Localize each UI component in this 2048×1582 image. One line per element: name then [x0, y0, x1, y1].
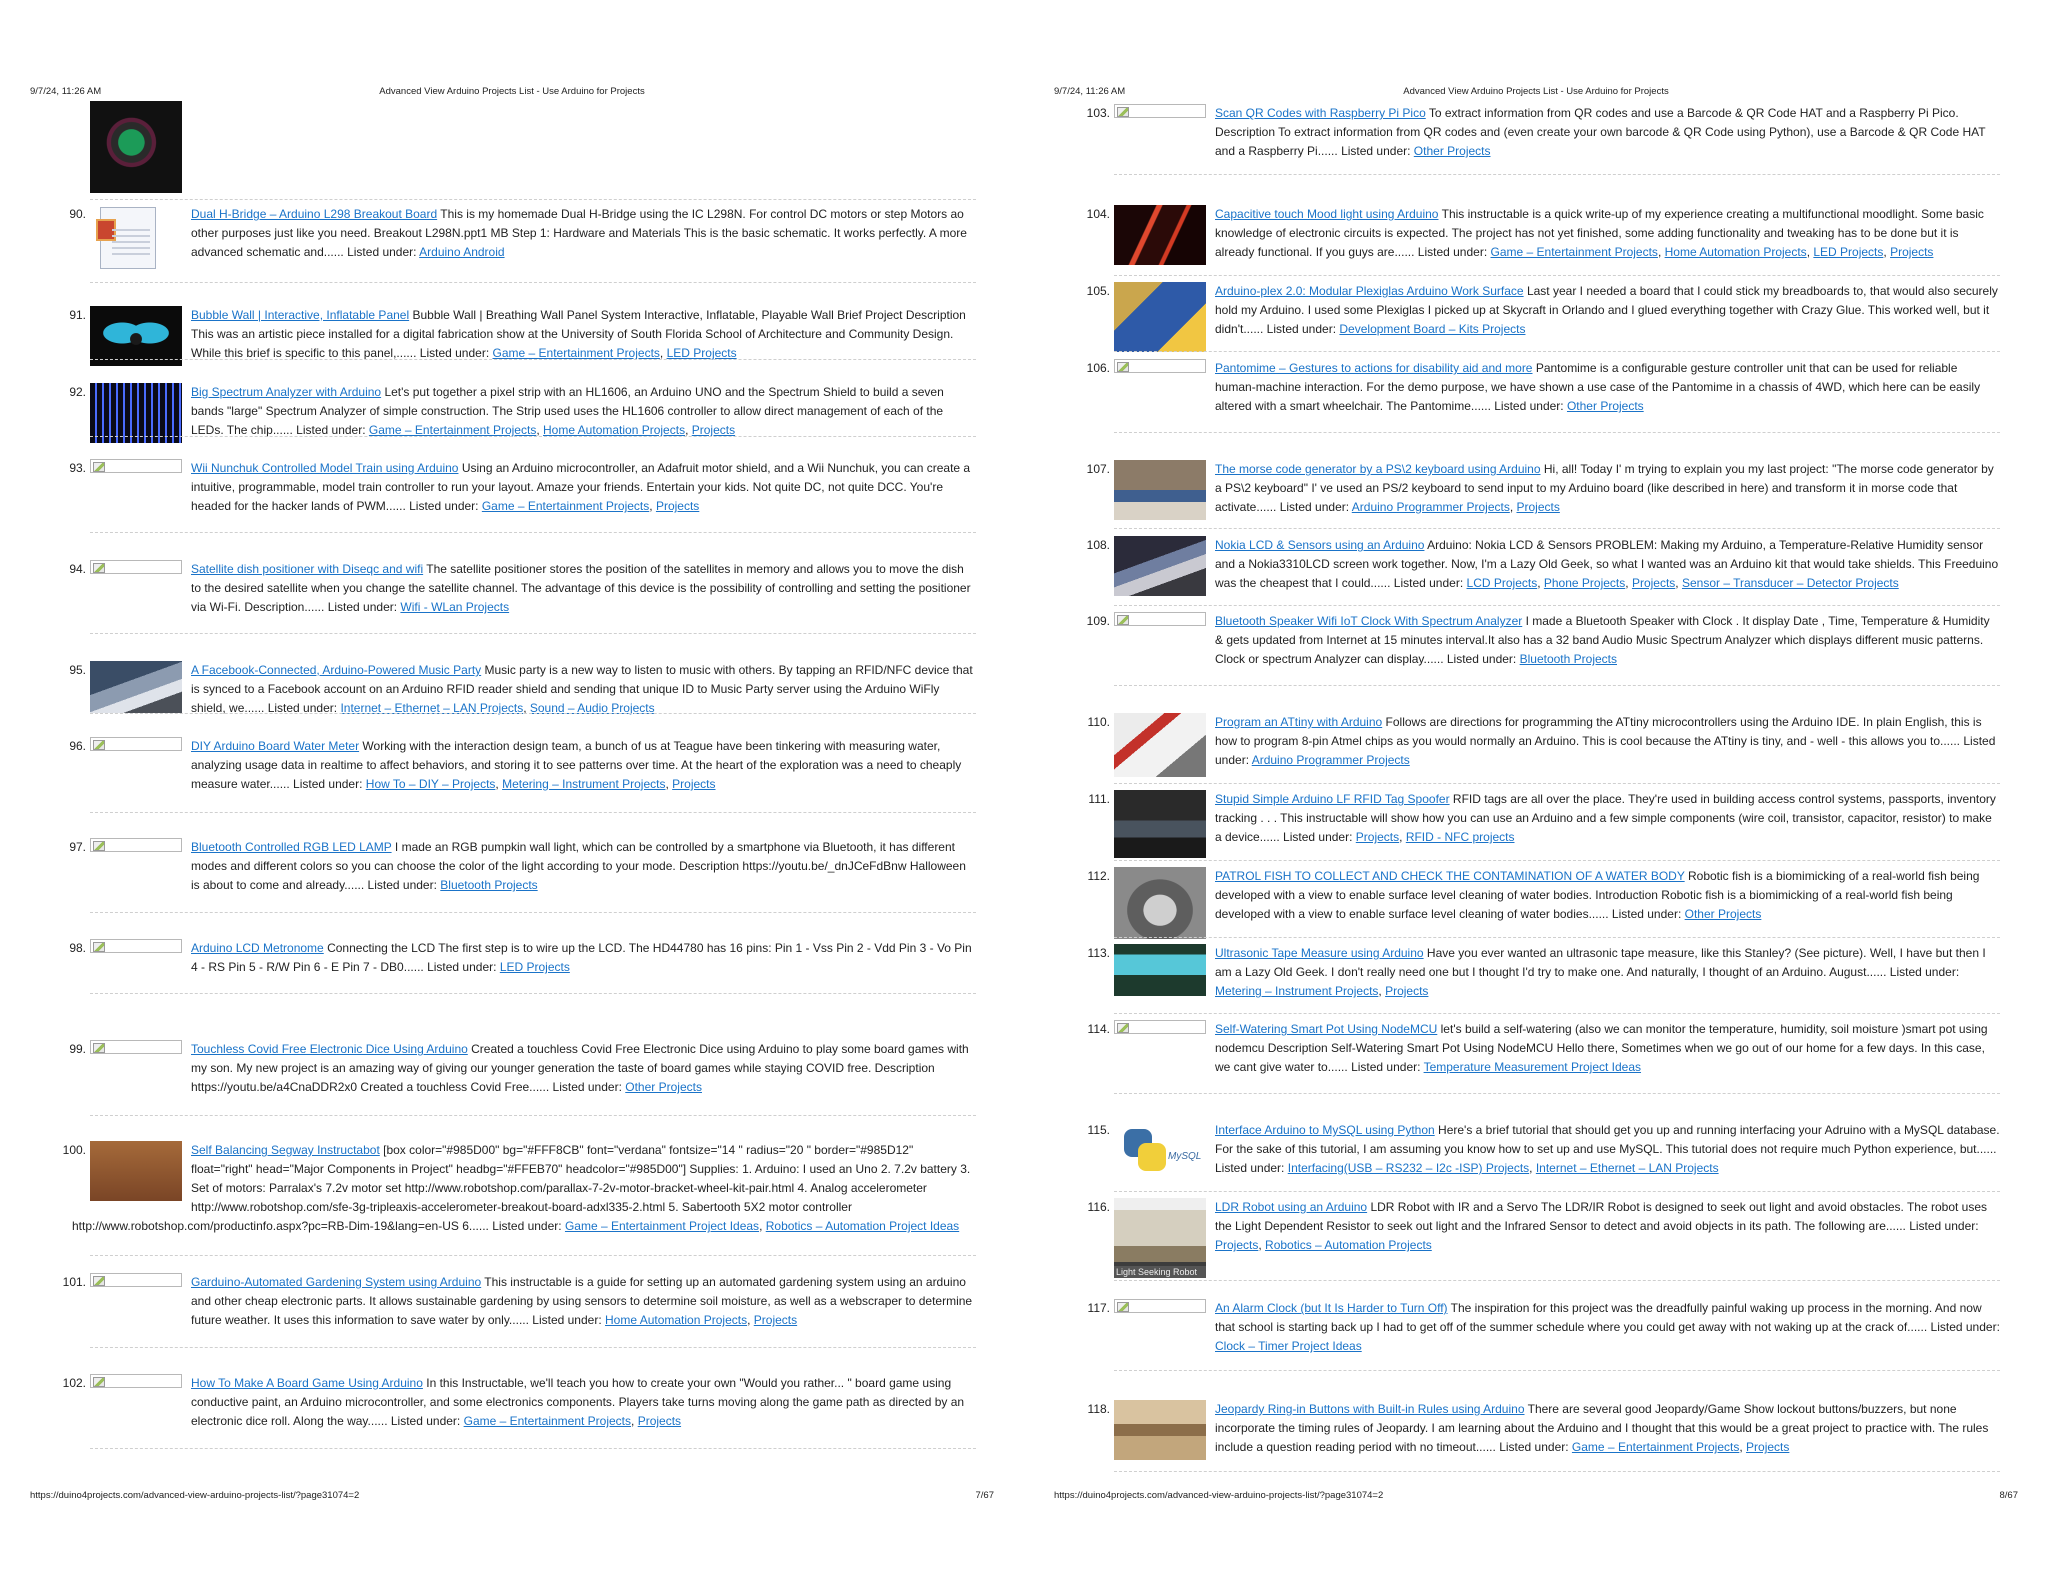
category-link[interactable]: Development Board – Kits Projects [1339, 322, 1526, 336]
category-link[interactable]: Game – Entertainment Project Ideas [564, 1219, 760, 1233]
project-thumbnail[interactable] [90, 205, 182, 289]
entry-text: Wii Nunchuk Controlled Model Train using Arduino Using an Arduino microcontroller, an Adafruit motor shield, and a Wii Nunchuk, you can create a intuitive, programmable, model train controller to run your layout. Amaze your friends. Entertain your kids. Not quite DC, not quite DCC. You're headed for the hacker lands of PWM...... Listed under: Game – Entertainment Projects, Projects [191, 461, 971, 513]
separator [1114, 1471, 2000, 1472]
project-description: Pantomime is a configurable gesture controller unit that can be used for reliable human-machine interaction. For the demo purpose, we have shown a use case of the Pantomime in a chassis of 4WD, which here can be easily altered with a smart wheelchair. The Pantomime...... [1215, 361, 1981, 413]
entry-number: 106. [1086, 361, 1110, 375]
project-description: I made an RGB pumpkin wall light, which can be controlled by a smartphone via Bluetooth, it has different modes and different colors so you can choose the color of the light according to your mode. Description https://youtu.be/_dnJCeFdBnw Halloween is about to come and already...... [191, 840, 966, 892]
project-thumbnail[interactable] [1114, 1198, 1206, 1278]
entry-number: 111. [1088, 792, 1110, 806]
project-description: I made a Bluetooth Speaker with Clock . It display Date , Time, Temperature & Humidity & gets updated from Internet at 15 minutes interval.It also has a 32 band Audio Music Spectrum Analyzer which displays different music patterns. Clock or spectrum Analyzer can display...... [1215, 614, 1990, 666]
project-thumbnail[interactable] [1114, 1400, 1206, 1460]
entry-number: 114. [1087, 1022, 1110, 1036]
page-number: 8/67 [1999, 1490, 2018, 1501]
separator [1114, 1191, 2000, 1192]
print-date: 9/7/24, 11:26 AM [1054, 86, 1126, 97]
entry-text: Ultrasonic Tape Measure using Arduino Have you ever wanted an ultrasonic tape measure, like this Stanley? (See picture). Well, I have but then I am a Lazy Old Geek. I don't really need one but I thought I'd try to make one. And naturally, I thought of an Arduino. August...... Listed under: Metering – Instrument Projects, Projects [1215, 946, 1986, 998]
project-title-link[interactable]: Ultrasonic Tape Measure using Arduino [1215, 946, 1424, 960]
entry-text [191, 838, 976, 895]
print-url: https://duino4projects.com/advanced-view-arduino-projects-list/?page31074=2 [1054, 1490, 1384, 1501]
separator [90, 1115, 976, 1116]
separator [90, 1347, 976, 1348]
entry-text [1215, 867, 2000, 924]
category-link[interactable]: Projects [672, 777, 716, 791]
listed-under-label: Listed under: [1499, 1440, 1569, 1454]
broken-image-icon[interactable] [90, 939, 182, 953]
entry-number: 98. [69, 941, 86, 955]
project-title-link[interactable]: Touchless Covid Free Electronic Dice Using Arduino [191, 1042, 468, 1056]
listed-under-label: Listed under: [409, 499, 479, 513]
project-description: The satellite positioner stores the position of the satellites in memory and allows you to move the dish to the desired satellite when you change the satellite channel. The advantage of this device is the possibility of controlling and setting the positioner via Wi-Fi. Description...... [191, 562, 971, 614]
entry-text: A Facebook-Connected, Arduino-Powered Music Party Music party is a new way to listen to music with others. By tapping an RFID/NFC device that is synced to a Facebook account on an Arduino RFID reader shield and sending that unique ID to Music Party server using the Arduino WiFly shield, we...... Listed under: Internet – Ethernet – LAN Projects, Sound – Audio Projects [191, 663, 973, 715]
project-title-link[interactable]: A Facebook-Connected, Arduino-Powered Music Party [191, 663, 482, 677]
category-link[interactable]: Game – Entertainment Projects [463, 1414, 632, 1428]
project-description: This instructable is a guide for setting up an automated gardening system using an arduino and other cheap electronic parts. It allows sustainable gardening by using sensors to determine soil moisture, as well as a webscraper to determine future weather. It uses this information to save water by only...... [191, 1275, 973, 1327]
project-thumbnail[interactable] [1114, 790, 1206, 858]
entry-text: Interface Arduino to MySQL using Python Here's a brief tutorial that should get you up and running interfacing your Adruino with a MySQL database. For the sake of this tutorial, I am assuming you know how to set up and use MySQL. This tutorial does not require much Python experience, but...... Listed under: Interfacing(USB – RS232 – I2c -ISP) Projects, Internet – Ethernet – LAN Projects [1215, 1123, 2000, 1175]
project-description: Let's put together a pixel strip with an HL1606, an Arduino UNO and the Spectrum Shield to build a seven bands "large" Spectrum Analyzer of simple construction. The Strip used uses the HL1606 controller to allow direct management of each of the LEDs. The chip...... [191, 385, 944, 437]
entry-number: 117. [1087, 1301, 1110, 1315]
entry-number: 116. [1087, 1200, 1110, 1214]
category-link[interactable]: Projects [655, 499, 700, 513]
category-link[interactable]: Bluetooth Projects [1519, 652, 1617, 666]
broken-image-icon[interactable] [90, 560, 182, 574]
entry-text: LDR Robot using an Arduino LDR Robot with IR and a Servo The LDR/IR Robot is designed to seek out light and avoid obstacles. The robot uses the Light Dependent Resistor to seek out light and the Infrared Sensor to detect and avoid objects in its path. The following are...... Listed under: Projects, Robotics – Automation Projects [1215, 1200, 1988, 1252]
entry-text [1215, 104, 2000, 161]
separator [90, 633, 976, 634]
entry-text [1215, 713, 2000, 770]
category-link[interactable]: Wifi - WLan Projects [400, 600, 510, 614]
print-date: 9/7/24, 11:26 AM [30, 86, 102, 97]
category-link[interactable]: Other Projects [1566, 399, 1644, 413]
category-link[interactable]: Metering – Instrument Projects [1215, 984, 1379, 998]
entry-text: Bubble Wall | Interactive, Inflatable Panel Bubble Wall | Breathing Wall Panel System Interactive, Inflatable, Playable Wall Brief Project Description This was an artistic piece installed for a digital fabrication show at the University of South Florida School of Architecture and Community Design. While this brief is specific to this panel,...... Listed under: Game – Entertainment Projects, LED Projects [191, 308, 966, 360]
entry-number: 90. [69, 207, 86, 221]
category-link[interactable]: Other Projects [625, 1080, 702, 1094]
listed-under-label: Listed under: [1930, 1320, 2000, 1334]
broken-image-icon[interactable] [1114, 359, 1206, 373]
project-description: Last year I needed a board that I could stick my breadboards to, that would also securely hold my Arduino. I used some Plexiglas I picked up at Skycraft in Orlando and I glued everything together with Crazy Glue. This worked well, but it didn't...... [1215, 284, 1998, 336]
project-thumbnail[interactable] [1114, 460, 1206, 520]
category-link[interactable]: RFID - NFC projects [1405, 830, 1515, 844]
category-link[interactable]: Projects [1385, 984, 1429, 998]
category-link[interactable]: Home Automation Projects [543, 423, 686, 437]
project-title-link[interactable]: Self-Watering Smart Pot Using NodeMCU [1215, 1022, 1438, 1036]
listed-under-label: Listed under: [296, 423, 366, 437]
project-thumbnail[interactable] [90, 383, 182, 443]
listed-under-label: Listed under: [1215, 1161, 1285, 1175]
entry-text: How To Make A Board Game Using Arduino In this Instructable, we'll teach you how to create your own "Would you rather... " board game using conductive paint, an Arduino microcontroller, and some electronics components. Players take turns moving along the game path as directed by an electronic dice roll. Along the way...... Listed under: Game – Entertainment Projects, Projects [191, 1376, 965, 1428]
listed-under-label: Listed under: [1446, 652, 1517, 666]
project-title-link[interactable]: Garduino-Automated Gardening System using Arduino [191, 1275, 482, 1289]
broken-image-icon[interactable] [90, 1374, 182, 1388]
separator [1114, 605, 2000, 606]
separator [90, 282, 976, 283]
category-link[interactable]: Projects [1746, 1440, 1790, 1454]
entry-number: 100. [62, 1143, 86, 1157]
separator [1114, 860, 2000, 861]
separator [1114, 528, 2000, 529]
project-thumbnail[interactable] [1114, 536, 1206, 596]
category-link[interactable]: Game – Entertainment Projects [481, 499, 650, 513]
project-title-link[interactable]: Jeopardy Ring-in Buttons with Built-in Rules using Arduino [1215, 1402, 1525, 1416]
category-link[interactable]: Projects [1890, 245, 1934, 259]
separator [90, 532, 976, 533]
entry-text: Nokia LCD & Sensors using an Arduino Arduino: Nokia LCD & Sensors PROBLEM: Making my Arduino, a Temperature-Relative Humidity sensor and a Nokia3310LCD screen work together. Now, I'm a Lazy Old Geek, so what I wanted was an Arduino kit that would take shields. This Freeduino was the cheapest that I could...... Listed under: LCD Projects, Phone Projects, Projects, Sensor – Transducer – Detector Projects [1215, 538, 1999, 590]
project-description: RFID tags are all over the place. They're used in building access control systems, passports, inventory tracking . . . This instructable will show how you can use an Arduino and a few simple components (wire coil, transistor, capacitor, resistor) to make a device...... [1215, 792, 1996, 844]
entry-number: 108. [1086, 538, 1110, 552]
listed-under-label: Listed under: [1494, 399, 1564, 413]
page-number: 7/67 [975, 1490, 994, 1501]
separator [1114, 1370, 2000, 1371]
category-link[interactable]: Game – Entertainment Projects [368, 423, 537, 437]
category-link[interactable]: Game – Entertainment Projects [492, 346, 660, 360]
broken-image-icon[interactable] [90, 1040, 182, 1054]
entry-number: 103. [1086, 106, 1110, 120]
category-link[interactable]: LED Projects [666, 346, 737, 360]
category-link[interactable]: Projects [1516, 500, 1560, 514]
project-title-link[interactable]: DIY Arduino Board Water Meter [191, 739, 360, 753]
category-link[interactable]: Projects [691, 423, 736, 437]
category-link[interactable]: Interfacing(USB – RS232 – I2c -ISP) Projects [1287, 1161, 1530, 1175]
category-link[interactable]: Internet – Ethernet – LAN Projects [340, 701, 524, 715]
listed-under-label: Listed under: [1341, 144, 1411, 158]
category-link[interactable]: Temperature Measurement Project Ideas [1423, 1060, 1642, 1074]
listed-under-label: Listed under: [1611, 907, 1682, 921]
separator [1114, 275, 2000, 276]
separator [1114, 1013, 2000, 1014]
project-title-link[interactable]: Satellite dish positioner with Diseqc and wifi [191, 562, 424, 576]
entry-number: 104. [1086, 207, 1110, 221]
category-link[interactable]: Arduino Programmer Projects [1251, 753, 1410, 767]
broken-image-icon[interactable] [90, 838, 182, 852]
print-title: Advanced View Arduino Projects List - Use Arduino for Projects [379, 86, 645, 97]
project-title-link[interactable]: Arduino LCD Metronome [191, 941, 324, 955]
project-description: Follows are directions for programming the ATtiny microcontrollers using the Arduino IDE. In plain English, this is how to program 8-pin Atmel chips as you would normally an Arduino. This is cool because the ATtiny is tiny, and - well - this allows you to...... [1215, 715, 1982, 748]
project-thumbnail[interactable] [1114, 205, 1206, 265]
entry-text: Jeopardy Ring-in Buttons with Built-in Rules using Arduino There are several good Jeopardy/Game Show lockout buttons/buzzers, but none incorporate the timing rules of Jeopardy. I am learning about the Arduino and I thought that this would be a great project to practice with. The rules include a question reading period with no timeout...... Listed under: Game – Entertainment Projects, Projects [1215, 1402, 1989, 1454]
separator [90, 912, 976, 913]
project-thumbnail[interactable]: MySQL [1114, 1121, 1206, 1171]
listed-under-label: Listed under: [532, 1313, 602, 1327]
project-title-link[interactable]: Dual H-Bridge – Arduino L298 Breakout Board [191, 207, 438, 221]
listed-under-label: Listed under: [1393, 576, 1464, 590]
entry-number: 115. [1087, 1123, 1110, 1137]
category-link[interactable]: How To – DIY – Projects [365, 777, 496, 791]
category-link[interactable]: Projects [1631, 576, 1676, 590]
project-title-link[interactable]: Arduino-plex 2.0: Modular Plexiglas Arduino Work Surface [1215, 284, 1524, 298]
project-title-link[interactable]: Nokia LCD & Sensors using an Arduino [1215, 538, 1425, 552]
broken-image-icon[interactable] [1114, 104, 1206, 118]
separator [90, 199, 976, 200]
project-title-link[interactable]: PATROL FISH TO COLLECT AND CHECK THE CONTAMINATION OF A WATER BODY [1215, 869, 1685, 883]
category-link[interactable]: Other Projects [1413, 144, 1491, 158]
project-description: Here's a brief tutorial that should get you up and running interfacing your Adruino with a MySQL database. For the sake of this tutorial, I am assuming you know how to set up and use MySQL. This tutorial does not require much Python experience, but...... [1215, 1123, 2000, 1156]
project-thumbnail[interactable] [1114, 713, 1206, 777]
listed-under-label: Listed under: [327, 600, 398, 614]
listed-under-label: Listed under: [293, 777, 363, 791]
entry-number: 97. [69, 840, 86, 854]
project-description: Hi, all! Today I' m trying to explain you my last project: "The morse code generator by a PS\2 keyboard" I' ve used an PS/2 keyboard to send input to my Arduino board (like described in here) and transform it in morse code that activate...... [1215, 462, 1994, 514]
entry-number: 109. [1086, 614, 1110, 628]
project-title-link[interactable]: Capacitive touch Mood light using Arduino [1215, 207, 1439, 221]
broken-image-icon[interactable] [1114, 1299, 1206, 1313]
separator [90, 1255, 976, 1256]
project-title-link[interactable]: Bubble Wall | Interactive, Inflatable Panel [191, 308, 410, 322]
entry-number: 95. [69, 663, 86, 677]
project-title-link[interactable]: An Alarm Clock (but It Is Harder to Turn Off) [1215, 1301, 1448, 1315]
entry-text: Capacitive touch Mood light using Arduino This instructable is a quick write-up of my experience creating a multifunctional moodlight. Some basic knowledge of electronic circuits is expected. The project has not yet finished, some adding functionality and tweaking has to be done but it is already functional. If you guys are...... Listed under: Game – Entertainment Projects, Home Automation Projects, LED Projects, Projects [1215, 207, 1984, 259]
entry-text [191, 939, 976, 977]
category-link[interactable]: LED Projects [499, 960, 570, 974]
broken-image-icon[interactable] [90, 1273, 182, 1287]
category-link[interactable]: Projects [1355, 830, 1400, 844]
broken-image-icon[interactable] [1114, 612, 1206, 626]
category-link[interactable]: Metering – Instrument Projects [502, 777, 666, 791]
listed-under-label: Listed under: [492, 1219, 562, 1233]
listed-under-label: Listed under: [267, 701, 338, 715]
category-link[interactable]: Arduino Programmer Projects [1351, 500, 1510, 514]
category-link[interactable]: Projects [1215, 1238, 1259, 1252]
entry-number: 118. [1087, 1402, 1110, 1416]
project-title-link[interactable]: Self Balancing Segway Instructabot [191, 1143, 380, 1157]
broken-image-icon[interactable] [1114, 1020, 1206, 1034]
category-link[interactable]: LED Projects [1813, 245, 1884, 259]
project-description: In this Instructable, we'll teach you how to create your own "Would you rather... " board game using conductive paint, an Arduino microcontroller, and some electronics components. Players take turns moving along the game path as directed by an electronic dice roll. Along the way...... [191, 1376, 965, 1428]
separator [90, 436, 976, 437]
project-title-link[interactable]: Scan QR Codes with Raspberry Pi Pico [1215, 106, 1426, 120]
category-link[interactable]: Clock – Timer Project Ideas [1215, 1339, 1362, 1353]
listed-under-label: Listed under: [1279, 500, 1350, 514]
project-description: To extract information from QR codes and use a Barcode & QR Code HAT and a Raspberry Pi Pico. Description To extract information from QR codes and (even create your own barcode & QR Code using Python), use a Barcode & QR Code HAT and a Raspberry Pi...... [1215, 106, 1986, 158]
separator [1114, 351, 2000, 352]
project-title-link[interactable]: Program an ATtiny with Arduino [1215, 715, 1383, 729]
project-description: There are several good Jeopardy/Game Show lockout buttons/buzzers, but none incorporate the timing rules of Jeopardy. I am learning about the Arduino and I thought that this would be a great project to practice with. The rules include a question reading period with no timeout...... [1215, 1402, 1989, 1454]
entry-text: Garduino-Automated Gardening System using Arduino This instructable is a guide for setting up an automated gardening system using an arduino and other cheap electronic parts. It allows sustainable gardening by using sensors to determine soil moisture, as well as a webscraper to determine future weather. It uses this information to save water by only...... Listed under: Home Automation Projects, Projects [191, 1275, 973, 1327]
project-description: Connecting the LCD The first step is to wire up the LCD. The HD44780 has 16 pins: Pin 1 - Vss Pin 2 - Vdd Pin 3 - Vo Pin 4 - RS Pin 5 - R/W Pin 6 - E Pin 7 - DB0...... [191, 941, 972, 974]
print-title: Advanced View Arduino Projects List - Use Arduino for Projects [1403, 86, 1669, 97]
project-title-link[interactable]: LDR Robot using an Arduino [1215, 1200, 1368, 1214]
entry-number: 91. [69, 308, 86, 322]
separator [1114, 783, 2000, 784]
project-description: Working with the interaction design team, a bunch of us at Teague have been tinkering with measuring water, analyzing usage data in realtime to affect behaviors, and storing it to see patterns over time. At the heart of the exploration was a need to cheaply measure water...... [191, 739, 962, 791]
entry-number: 112. [1087, 869, 1110, 883]
category-link[interactable]: Game – Entertainment Projects [1490, 245, 1658, 259]
entry-text: The morse code generator by a PS\2 keyboard using Arduino Hi, all! Today I' m trying to explain you my last project: "The morse code generator by a PS\2 keyboard" I' ve used an PS/2 keyboard to send input to my Arduino board (like described in here) and transform it in morse code that activate...... Listed under: Arduino Programmer Projects, Projects [1215, 462, 1994, 514]
entry-text [1215, 1020, 2000, 1077]
project-thumbnail[interactable] [90, 661, 182, 713]
broken-image-icon[interactable] [90, 459, 182, 473]
separator [1114, 174, 2000, 175]
category-link[interactable]: Game – Entertainment Projects [1571, 1440, 1740, 1454]
project-description: Bubble Wall | Breathing Wall Panel System Interactive, Inflatable, Playable Wall Brief Project Description This was an artistic piece installed for a digital fabrication show at the University of South Florida School of Architecture and Community Design. While this brief is specific to this panel,...... [191, 308, 966, 360]
entry-text: Stupid Simple Arduino LF RFID Tag Spoofer RFID tags are all over the place. They're used in building access control systems, passports, inventory tracking . . . This instructable will show how you can use an Arduino and a few simple components (wire coil, transistor, capacitor, resistor) to make a device...... Listed under: Projects, RFID - NFC projects [1215, 792, 1996, 844]
category-link[interactable]: Other Projects [1684, 907, 1762, 921]
entry-text [191, 1040, 976, 1097]
separator [1114, 1093, 2000, 1094]
wrap-shape [72, 1141, 191, 1217]
broken-image-icon[interactable] [90, 737, 182, 751]
pdf-page-right [1024, 0, 2048, 1582]
category-link[interactable]: Internet – Ethernet – LAN Projects [1535, 1161, 1719, 1175]
category-link[interactable]: LCD Projects [1466, 576, 1538, 590]
project-title-link[interactable]: How To Make A Board Game Using Arduino [191, 1376, 423, 1390]
listed-under-label: Listed under: [1351, 1060, 1421, 1074]
separator [90, 713, 976, 714]
category-link[interactable]: Bluetooth Projects [440, 878, 538, 892]
listed-under-label: Listed under: [1215, 734, 1996, 767]
project-title-link[interactable]: Bluetooth Speaker Wifi IoT Clock With Spectrum Analyzer [1215, 614, 1523, 628]
entry-text [1215, 1299, 2000, 1356]
project-description: Robotic fish is a biomimicking of a real-world fish being developed with a view to enable surface level cleaning of water bodies. Introduction Robotic fish is a biomimicking of a real-world fish being developed with a view to enable surface level cleaning of water bodies...... [1215, 869, 1980, 921]
listed-under-label: Listed under: [1909, 1219, 1979, 1233]
entry-number: 102. [62, 1376, 86, 1390]
project-title-link[interactable]: Big Spectrum Analyzer with Arduino [191, 385, 382, 399]
project-description: Using an Arduino microcontroller, an Adafruit motor shield, and a Wii Nunchuk, you can create a intuitive, programmable, model train controller to run your layout. Amaze your friends. Entertain your kids. Not quite DC, not quite DCC. You're headed for the hacker lands of PWM...... [191, 461, 971, 513]
entry-number: 96. [69, 739, 86, 753]
project-description: Music party is a new way to listen to music with others. By tapping an RFID/NFC device that is synced to a Facebook account on an Arduino RFID reader shield and sending that unique ID to Music Party server using the Arduino WiFly shield, we...... [191, 663, 973, 715]
category-link[interactable]: Projects [637, 1414, 682, 1428]
project-description: This instructable is a quick write-up of my experience creating a multifunctional moodlight. Some basic knowledge of electronic circuits is expected. The project has not yet finished, some adding functionality and tweaking has to be done but it is already functional. If you guys are...... [1215, 207, 1984, 259]
entry-number: 92. [69, 385, 86, 399]
category-link[interactable]: Arduino Android [419, 245, 505, 259]
entry-text [1215, 612, 2000, 669]
entry-number: 101. [62, 1275, 86, 1289]
project-description: LDR Robot with IR and a Servo The LDR/IR Robot is designed to seek out light and avoid obstacles. The robot uses the Light Dependent Resistor to seek out light and the Infrared Sensor to detect and avoid objects in its path. The following are...... [1215, 1200, 1988, 1233]
category-link[interactable]: Sound – Audio Projects [529, 701, 655, 715]
separator [1114, 432, 2000, 433]
entry-number: 99. [69, 1042, 86, 1056]
project-thumbnail[interactable] [90, 306, 182, 366]
project-description: let's build a self-watering (also we can monitor the temperature, humidity, soil moisture )smart pot using nodemcu Description Self-Watering Smart Pot Using NodeMCU Hello there, Sometimes when we go out of our home for a few days. In this case, we cant give water to...... [1215, 1022, 1988, 1074]
category-link[interactable]: Sensor – Transducer – Detector Projects [1681, 576, 1899, 590]
separator [90, 359, 976, 360]
project-description: This is my homemade Dual H-Bridge using the IC L298N. For control DC motors or step Motors ao other purposes just like you need. Breakout L298N.ppt1 MB Step 1: Hardware and Materials This is the basic schematic. It works perfectly. A more advanced schematic and...... [191, 207, 967, 259]
project-description: The inspiration for this project was the dreadfully painful waking up process in the morning. And now that school is starting back up I had to get off of the summer schedule where you could get away with not waking up at the crack of...... [1215, 1301, 1982, 1334]
listed-under-label: Listed under: [347, 245, 417, 259]
project-title-link[interactable]: Bluetooth Controlled RGB LED LAMP [191, 840, 392, 854]
category-link[interactable]: Phone Projects [1543, 576, 1626, 590]
project-title-link[interactable]: Stupid Simple Arduino LF RFID Tag Spoofer [1215, 792, 1450, 806]
project-title-link[interactable]: Wii Nunchuk Controlled Model Train using Arduino [191, 461, 459, 475]
category-link[interactable]: Projects [753, 1313, 798, 1327]
entry-number: 113. [1087, 946, 1110, 960]
project-description: Arduino: Nokia LCD & Sensors PROBLEM: Making my Arduino, a Temperature-Relative Humidity sensor and a Nokia3310LCD screen work together. Now, I'm a Lazy Old Geek, so what I wanted was an Arduino kit that would take shields. This Freeduino was the cheapest that I could...... [1215, 538, 1999, 590]
project-description: Created a touchless Covid Free Electronic Dice using Arduino to play some board games with my son. My new project is an amazing way of giving our younger generation the taste of board games while staying COVID free. Description https://youtu.be/a4CnaDDR2x0 Created a touchless Covid Free...... [191, 1042, 969, 1094]
print-url: https://duino4projects.com/advanced-view-arduino-projects-list/?page31074=2 [30, 1490, 360, 1501]
entry-number: 93. [69, 461, 86, 475]
category-link[interactable]: Home Automation Projects [605, 1313, 748, 1327]
project-description: Have you ever wanted an ultrasonic tape measure, like this Stanley? (See picture). Well, I have but then I am a Lazy Old Geek. I don't really need one but I thought I'd try to make one. And naturally, I thought of an Arduino. August...... [1215, 946, 1986, 979]
separator [90, 812, 976, 813]
listed-under-label: Listed under: [552, 1080, 622, 1094]
entry-number: 110. [1087, 715, 1110, 729]
category-link[interactable]: Home Automation Projects [1664, 245, 1807, 259]
entry-text: Big Spectrum Analyzer with Arduino Let's put together a pixel strip with an HL1606, an Arduino UNO and the Spectrum Shield to build a seven bands "large" Spectrum Analyzer of simple construction. The Strip used uses the HL1606 controller to allow direct management of each of the LEDs. The chip...... Listed under: Game – Entertainment Projects, Home Automation Projects, Projects [191, 385, 944, 437]
listed-under-label: Listed under: [1417, 245, 1488, 259]
project-thumbnail[interactable] [1114, 944, 1206, 996]
listed-under-label: Listed under: [367, 878, 437, 892]
entry-text [191, 560, 976, 617]
entry-text [1215, 359, 2000, 416]
entry-text: DIY Arduino Board Water Meter Working with the interaction design team, a bunch of us at Teague have been tinkering with measuring water, analyzing usage data in realtime to affect behaviors, and storing it to see patterns over time. At the heart of the exploration was a need to cheaply measure water...... Listed under: How To – DIY – Projects, Metering – Instrument Projects, Projects [191, 739, 962, 791]
project-title-link[interactable]: The morse code generator by a PS\2 keyboard using Arduino [1215, 462, 1541, 476]
listed-under-label: Listed under: [1283, 830, 1353, 844]
thumbnail-caption: Light Seeking Robot [1114, 1266, 1206, 1278]
entry-text: Self Balancing Segway Instructabot [box color="#985D00" bg="#FFF8CB" font="verdana" fontsize="14 " radius="20 " border="#985D12" float="right" head="Major Components in Project" headbg="#FFEB70" headcolor="#985D00"] Supplies: 1. Arduino: I used an Uno 2. 7.2v battery 3. Set of motors: Parralax's 7.2v motor set http://www.robotshop.com/parallax-7-2v-motor-bracket-wheel-kit-pair.html 4. Analog accelerometer http://www.robotshop.com/sfe-3g-tripleaxis-accelerometer-breakout-board-adxl335-2.html 5. Sabertooth 5X2 motor controller http://www.robotshop.com/productinfo.aspx?pc=RB-Dim-19&lang=en-US 6...... Listed under: Game – Entertainment Project Ideas, Robotics – Automation Project Ideas [72, 1143, 971, 1233]
project-title-link[interactable]: Interface Arduino to MySQL using Python [1215, 1123, 1435, 1137]
project-description: [box color="#985D00" bg="#FFF8CB" font="verdana" fontsize="14 " radius="20 " border="#985D12" float="right" head="Major Components in Project" headbg="#FFEB70" headcolor="#985D00"] Supplies: 1. Arduino: I used an Uno 2. 7.2v battery 3. Set of motors: Parralax's 7.2v motor set http://www.robotshop.com/parallax-7-2v-motor-bracket-wheel-kit-pair.html 4. Analog accelerometer http://www.robotshop.com/sfe-3g-tripleaxis-accelerometer-breakout-board-adxl335-2.html 5. Sabertooth 5X2 motor controller http://www.robotshop.com/productinfo.aspx?pc=RB-Dim-19&lang=en-US 6...... [72, 1143, 971, 1233]
category-link[interactable]: Robotics – Automation Project Ideas [765, 1219, 960, 1233]
separator [90, 993, 976, 994]
separator [1114, 1280, 2000, 1281]
entry-number: 105. [1086, 284, 1110, 298]
entry-text [191, 205, 976, 262]
separator [1114, 685, 2000, 686]
project-thumbnail [90, 101, 182, 193]
listed-under-label: Listed under: [419, 346, 490, 360]
separator [1114, 937, 2000, 938]
project-thumbnail[interactable] [1114, 282, 1206, 352]
separator [90, 1448, 976, 1449]
listed-under-label: Listed under: [427, 960, 497, 974]
listed-under-label: Listed under: [390, 1414, 461, 1428]
listed-under-label: Listed under: [1889, 965, 1960, 979]
listed-under-label: Listed under: [1266, 322, 1337, 336]
project-title-link[interactable]: Pantomime – Gestures to actions for disability aid and more [1215, 361, 1533, 375]
entry-number: 107. [1086, 462, 1110, 476]
entry-number: 94. [69, 562, 86, 576]
entry-text [1215, 282, 2000, 339]
project-thumbnail[interactable] [1114, 867, 1206, 939]
category-link[interactable]: Robotics – Automation Projects [1265, 1238, 1432, 1252]
